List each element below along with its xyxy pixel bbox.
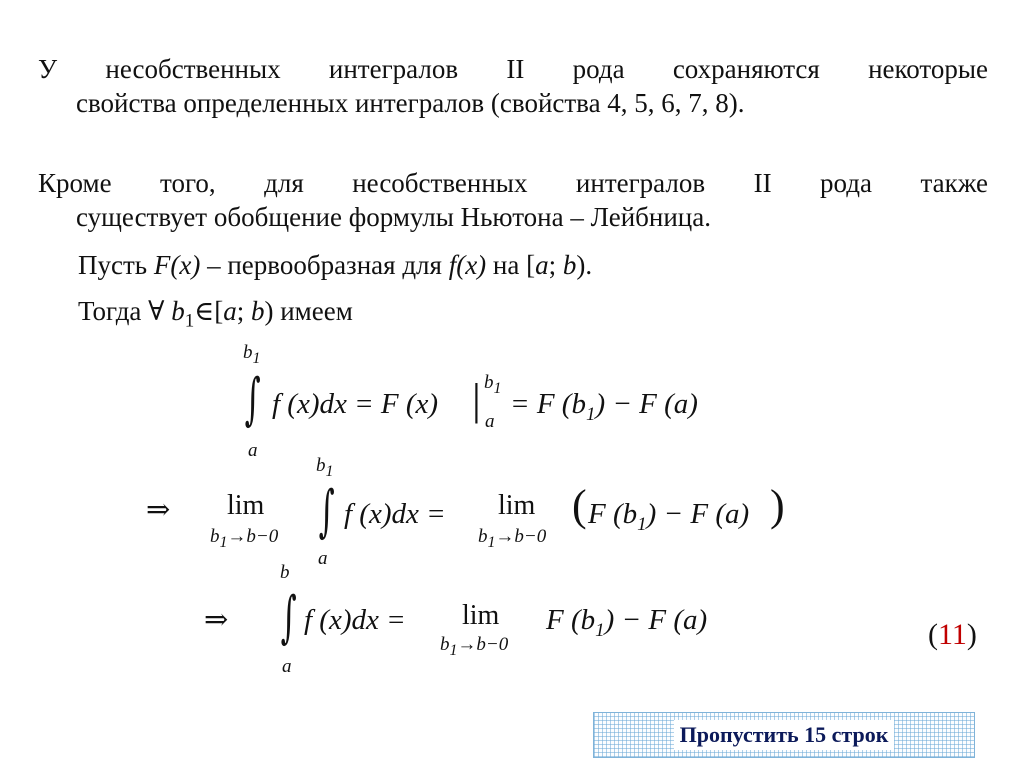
bar-lower-limit: a	[485, 411, 495, 432]
paragraph-line: существует обобщение формулы Ньютона – Лейбница.	[76, 202, 711, 232]
then-text: Тогда	[78, 296, 149, 326]
equation-rhs: F $(b_1) - F$ (a)	[546, 604, 708, 641]
let-function: f(x)	[448, 250, 487, 280]
integral-expression: f (x)dx =	[344, 498, 446, 530]
integral-lower-limit: a	[282, 656, 292, 677]
paragraph-line: У несобственных интегралов II рода сохраняются некоторые	[38, 54, 988, 84]
integral-upper-limit: b	[280, 562, 290, 583]
let-text: ;	[548, 250, 563, 280]
integral-sign: ∫	[318, 479, 335, 544]
paragraph-properties	[38, 52, 988, 120]
evaluation-bar: |	[472, 375, 481, 424]
then-text: имеем	[273, 296, 353, 326]
let-var: b	[562, 250, 577, 280]
forall-symbol: ∀	[148, 296, 165, 326]
skip-lines-button[interactable]	[593, 712, 975, 758]
limit-operator: lim	[498, 490, 536, 521]
integral-sign: ∫	[244, 367, 261, 432]
limit-operator: lim	[227, 490, 265, 521]
then-text: ∈[	[194, 296, 224, 326]
equation-rhs: = F $(b_1) - F$ (a)	[510, 388, 698, 425]
then-statement	[78, 296, 353, 332]
integral-upper-limit: $b_1$	[243, 342, 261, 367]
limit-condition: $b_1\to b-0$	[440, 634, 509, 659]
then-var: b	[250, 296, 265, 326]
integral-expression: f (x)dx =	[304, 604, 406, 636]
let-text: на [	[486, 250, 536, 280]
equation-number: (11)	[928, 618, 977, 651]
paragraph-newton-leibniz	[38, 166, 988, 234]
then-text: ;	[236, 296, 251, 326]
limit-operator: lim	[462, 600, 500, 631]
equation-rhs: F $(b_1) - F$ (a)	[588, 498, 750, 535]
limit-condition: $b_1\to b-0$	[210, 526, 279, 551]
integral-sign: ∫	[280, 585, 297, 650]
then-var: a	[223, 296, 237, 326]
implies-symbol: ⇒	[146, 494, 171, 526]
let-antiderivative: F(x)	[153, 250, 201, 280]
let-text: Пусть	[78, 250, 154, 280]
limit-condition: $b_1\to b-0$	[478, 526, 547, 551]
paragraph-line: свойства определенных интегралов (свойства 4, 5, 6, 7, 8).	[76, 88, 745, 118]
integral-upper-limit: $b_1$	[316, 455, 334, 480]
let-var: a	[535, 250, 549, 280]
bar-upper-limit: $b_1$	[484, 372, 502, 397]
let-statement	[78, 250, 592, 281]
implies-symbol: ⇒	[204, 604, 229, 636]
paragraph-line: Кроме того, для несобственных интегралов II рода также	[38, 168, 988, 198]
skip-lines-label: Пропустить 15 строк	[674, 720, 895, 750]
then-var: b	[164, 296, 185, 326]
integral-lower-limit: a	[318, 548, 328, 569]
then-subscript: 1	[184, 310, 195, 332]
close-paren: )	[770, 481, 785, 530]
then-text: )	[264, 296, 274, 326]
integral-lower-limit: a	[248, 440, 258, 461]
let-text: – первообразная для	[200, 250, 449, 280]
integral-expression: f (x)dx = F (x)	[272, 388, 439, 420]
open-paren: (	[572, 481, 587, 530]
let-text: ).	[576, 250, 593, 280]
